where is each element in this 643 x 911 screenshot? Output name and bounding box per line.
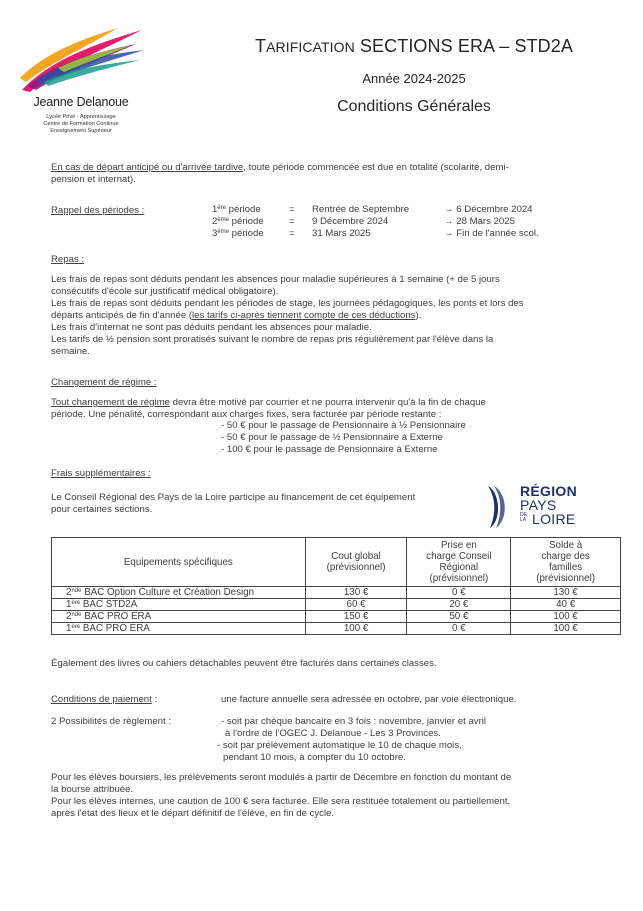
equipements-table: [51, 537, 621, 635]
page-year: Année 2024-2025: [362, 71, 466, 86]
paiement-text: une facture annuelle sera adressée en octobre, par voie électronique.: [221, 694, 517, 705]
school-logo-icon: [18, 24, 148, 96]
table-row: 1ère BAC STD2A 60 € 20 € 40 €: [52, 599, 621, 611]
possibilites-list: - soit par chèque bancaire en 3 fois : novembre, janvier et avril à l'ordre de l'OGEC J. Delanoue - Les 3 Provinces. - soit par prélèvement automatique le 10 de chaque mois, pendant 10 mois, à compter du 10 octobre.: [217, 716, 487, 763]
school-name: Jeanne Delanoue: [33, 95, 129, 109]
regime-penalties: - 50 € pour le passage de Pensionnaire à ½ Pensionnaire - 50 € pour le passage de ½ Pensionnaire à Externe - 100 € pour le passage de Pensionnaire à Externe: [221, 420, 466, 455]
regime-paragraph: Tout changement de régime devra être motivé par courrier et ne pourra intervenir qu'à la fin de chaque période. Une pénalité, correspondant aux charges fixes, sera facturée par période restante :: [51, 397, 486, 420]
periode-row: 2ème période = 9 Décembre 2024 → 28 Mars 2025: [212, 216, 515, 227]
table-row: 2nde BAC Option Culture et Création Design 130 € 0 € 130 €: [52, 587, 621, 599]
depart-paragraph: En cas de départ anticipé ou d'arrivée tardive, toute période commencée est due en totalité (scolarité, demi- pension et internat).: [51, 162, 509, 185]
regime-label: Changement de régime :: [51, 377, 157, 388]
repas-label: Repas :: [51, 254, 85, 265]
header-cout: Cout global (prévisionnel): [305, 538, 407, 587]
periode-row: 1ère période = Rentrée de Septembre → 6 Décembre 2024: [212, 204, 533, 215]
paiement-label: Conditions de paiement :: [51, 694, 158, 705]
school-subtitle: Lycée Privé - Apprentissage Centre de Formation Continue Enseignement Supérieur: [43, 114, 119, 134]
repas-paragraph: Les frais de repas sont déduits pendant les absences pour maladie supérieures à 1 semaine (+ de 5 jours consécutifs d'école sur justificatif médical obligatoire). Les frais de repas sont déduits pendant les périodes de stage, les journées pédagogiques, les ponts et lors des départs anticipés de fin d'année (les tarifs ci-après tiennent compte de ces déductions). Les frais d'internat ne sont pas déduits pendant les absences pour maladie. Les tarifs de ½ pension sont proratisés suivant le nombre de repas pris régulièrement par l'élève dans la semaine.: [51, 274, 524, 357]
page-subtitle: Conditions Générales: [337, 98, 491, 115]
periodes-list: [212, 204, 592, 240]
page-title: TARIFICATION SECTIONS ERA – STD2A: [254, 36, 573, 56]
periode-row: 3ème période = 31 Mars 2025 → Fin de l'année scol.: [212, 228, 539, 239]
table-row: 1ère BAC PRO ERA 100 € 0 € 100 €: [52, 623, 621, 635]
header-equipements: Equipements spécifiques: [52, 538, 306, 587]
boursiers-paragraph: Pour les élèves boursiers, les prélèvements seront modulés à partir de Décembre en fonction du montant de la bourse attribuée. Pour les élèves internes, une caution de 100 € sera facturée. Elle sera restituée totalement ou partiellement, après l'état des lieux et le départ définitif de l'élève, en fin de cycle.: [51, 772, 512, 819]
frais-paragraph: Le Conseil Régional des Pays de la Loire participe au financement de cet équipement pour certaines sections.: [51, 492, 416, 515]
possibilites-label: 2 Possibilités de règlement :: [51, 716, 171, 727]
frais-label: Frais supplémentaires :: [51, 468, 151, 479]
livres-note: Également des livres ou cahiers détachables peuvent être facturés dans certaines classes.: [51, 658, 437, 669]
table-row: 2nde BAC PRO ERA 150 € 50 € 100 €: [52, 611, 621, 623]
header-region: Prise en charge Conseil Régional (prévisionnel): [407, 538, 511, 587]
header-solde: Solde à charge des familles (prévisionnel): [511, 538, 621, 587]
periodes-label: Rappel des périodes :: [51, 205, 145, 216]
table-header-row: [52, 538, 621, 587]
region-logo: RÉGION PAYS DE LA LOIRE: [486, 484, 586, 534]
